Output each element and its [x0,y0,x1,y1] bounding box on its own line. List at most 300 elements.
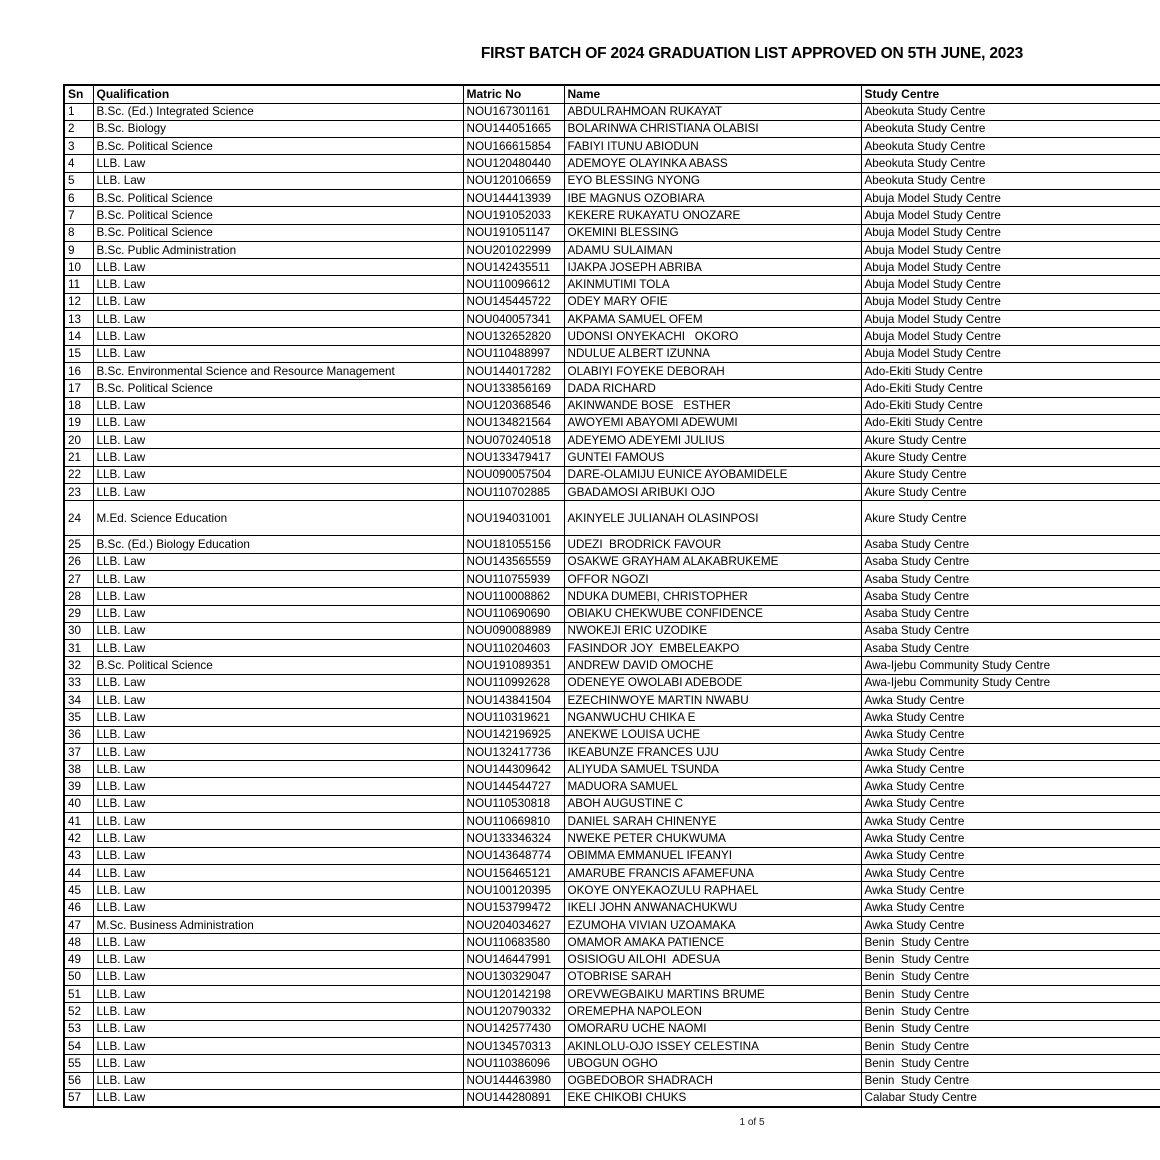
matric-no-cell: NOU110386096 [463,1055,564,1072]
name-cell: OMORARU UCHE NAOMI [564,1020,861,1037]
study-centre-cell: Benin Study Centre [861,951,1160,968]
study-centre-cell: Abuja Model Study Centre [861,293,1160,310]
study-centre-cell: Abuja Model Study Centre [861,189,1160,206]
study-centre-cell: Calabar Study Centre [861,1089,1160,1106]
table-row [64,311,1160,328]
sn-cell: 47 [64,916,93,933]
sn-cell: 3 [64,138,93,155]
matric-no-cell: NOU143648774 [463,847,564,864]
sn-cell: 43 [64,847,93,864]
name-cell: UDONSI ONYEKACHI OKORO [564,328,861,345]
name-cell: ABOH AUGUSTINE C [564,795,861,812]
matric-no-cell: NOU145445722 [463,293,564,310]
table-row [64,743,1160,760]
study-centre-cell: Awa-Ijebu Community Study Centre [861,657,1160,674]
study-centre-cell: Awka Study Centre [861,761,1160,778]
name-cell: AKINLOLU-OJO ISSEY CELESTINA [564,1037,861,1054]
table-row [64,951,1160,968]
matric-no-cell: NOU144463980 [463,1072,564,1089]
table-row [64,761,1160,778]
study-centre-cell: Akure Study Centre [861,449,1160,466]
study-centre-cell: Awa-Ijebu Community Study Centre [861,674,1160,691]
table-row [64,1072,1160,1089]
matric-no-cell: NOU110702885 [463,484,564,501]
matric-no-cell: NOU120142198 [463,986,564,1003]
sn-cell: 24 [64,501,93,536]
name-cell: ODEY MARY OFIE [564,293,861,310]
matric-no-cell: NOU110690690 [463,605,564,622]
table-row [64,397,1160,414]
name-cell: NGANWUCHU CHIKA E [564,709,861,726]
name-cell: UDEZI BRODRICK FAVOUR [564,536,861,553]
study-centre-cell: Abuja Model Study Centre [861,345,1160,362]
sn-cell: 53 [64,1020,93,1037]
name-cell: GUNTEI FAMOUS [564,449,861,466]
qualification-cell: LLB. Law [93,726,463,743]
sn-cell: 15 [64,345,93,362]
sn-cell: 36 [64,726,93,743]
table-row [64,726,1160,743]
study-centre-cell: Asaba Study Centre [861,588,1160,605]
name-cell: EZUMOHA VIVIAN UZOAMAKA [564,916,861,933]
table-row [64,553,1160,570]
study-centre-cell: Awka Study Centre [861,847,1160,864]
sn-cell: 54 [64,1037,93,1054]
matric-no-cell: NOU201022999 [463,241,564,258]
matric-no-cell: NOU133479417 [463,449,564,466]
qualification-cell: LLB. Law [93,951,463,968]
table-row [64,847,1160,864]
table-row [64,432,1160,449]
matric-no-cell: NOU130329047 [463,968,564,985]
table-row [64,1089,1160,1106]
study-centre-cell: Ado-Ekiti Study Centre [861,397,1160,414]
sn-cell: 45 [64,882,93,899]
matric-no-cell: NOU120106659 [463,172,564,189]
qualification-cell: LLB. Law [93,622,463,639]
qualification-cell: B.Sc. Political Science [93,189,463,206]
table-row [64,155,1160,172]
qualification-cell: M.Ed. Science Education [93,501,463,536]
study-centre-cell: Abuja Model Study Centre [861,241,1160,258]
name-cell: OTOBRISE SARAH [564,968,861,985]
matric-no-cell: NOU194031001 [463,501,564,536]
page-title: FIRST BATCH OF 2024 GRADUATION LIST APPROVED ON 5TH JUNE, 2023 [480,45,1024,62]
qualification-cell: B.Sc. (Ed.) Biology Education [93,536,463,553]
qualification-cell: B.Sc. Political Science [93,207,463,224]
matric-no-cell: NOU191051147 [463,224,564,241]
matric-no-cell: NOU153799472 [463,899,564,916]
name-cell: OSISIOGU AILOHI ADESUA [564,951,861,968]
name-cell: EYO BLESSING NYONG [564,172,861,189]
name-cell: OREVWEGBAIKU MARTINS BRUME [564,986,861,1003]
table-row [64,536,1160,553]
table-row [64,449,1160,466]
matric-no-cell: NOU167301161 [463,103,564,120]
matric-no-cell: NOU110096612 [463,276,564,293]
name-cell: NDUKA DUMEBI, CHRISTOPHER [564,588,861,605]
table-row [64,414,1160,431]
study-centre-cell: Abeokuta Study Centre [861,172,1160,189]
table-row [64,172,1160,189]
name-cell: NWEKE PETER CHUKWUMA [564,830,861,847]
name-cell: EKE CHIKOBI CHUKS [564,1089,861,1106]
matric-no-cell: NOU142196925 [463,726,564,743]
qualification-cell: LLB. Law [93,847,463,864]
table-row [64,813,1160,830]
sn-cell: 14 [64,328,93,345]
qualification-cell: LLB. Law [93,484,463,501]
study-centre-cell: Abuja Model Study Centre [861,328,1160,345]
sn-cell: 1 [64,103,93,120]
qualification-cell: LLB. Law [93,414,463,431]
study-centre-cell: Benin Study Centre [861,1020,1160,1037]
table-row [64,709,1160,726]
sn-cell: 31 [64,640,93,657]
table-row [64,588,1160,605]
matric-no-cell: NOU110530818 [463,795,564,812]
study-centre-cell: Asaba Study Centre [861,640,1160,657]
study-centre-cell: Abuja Model Study Centre [861,311,1160,328]
table-row [64,241,1160,258]
table-row [64,103,1160,120]
qualification-cell: LLB. Law [93,692,463,709]
name-cell: OBIMMA EMMANUEL IFEANYI [564,847,861,864]
table-row [64,224,1160,241]
name-cell: OLABIYI FOYEKE DEBORAH [564,362,861,379]
sn-cell: 50 [64,968,93,985]
table-row [64,795,1160,812]
matric-no-cell: NOU144309642 [463,761,564,778]
name-cell: AKINWANDE BOSE ESTHER [564,397,861,414]
table-row [64,986,1160,1003]
name-cell: UBOGUN OGHO [564,1055,861,1072]
sn-cell: 55 [64,1055,93,1072]
table-row [64,916,1160,933]
name-cell: FABIYI ITUNU ABIODUN [564,138,861,155]
matric-no-cell: NOU100120395 [463,882,564,899]
qualification-cell: LLB. Law [93,259,463,276]
study-centre-cell: Akure Study Centre [861,484,1160,501]
name-cell: NWOKEJI ERIC UZODIKE [564,622,861,639]
matric-no-cell: NOU110008862 [463,588,564,605]
sn-cell: 44 [64,864,93,881]
sn-cell: 6 [64,189,93,206]
sn-cell: 34 [64,692,93,709]
matric-no-cell: NOU181055156 [463,536,564,553]
qualification-cell: LLB. Law [93,813,463,830]
matric-no-cell: NOU120368546 [463,397,564,414]
matric-no-cell: NOU144280891 [463,1089,564,1106]
sn-cell: 13 [64,311,93,328]
study-centre-cell: Awka Study Centre [861,743,1160,760]
column-header-name-cell: Name [564,85,861,103]
table-row [64,864,1160,881]
study-centre-cell: Awka Study Centre [861,692,1160,709]
qualification-cell: M.Sc. Business Administration [93,916,463,933]
qualification-cell: LLB. Law [93,882,463,899]
qualification-cell: LLB. Law [93,293,463,310]
name-cell: ODENEYE OWOLABI ADEBODE [564,674,861,691]
matric-no-cell: NOU166615854 [463,138,564,155]
qualification-cell: LLB. Law [93,1089,463,1106]
table-row [64,207,1160,224]
table-row [64,501,1160,536]
qualification-cell: LLB. Law [93,709,463,726]
matric-no-cell: NOU040057341 [463,311,564,328]
column-header-qualification-cell: Qualification [93,85,463,103]
name-cell: NDULUE ALBERT IZUNNA [564,345,861,362]
sn-cell: 25 [64,536,93,553]
matric-no-cell: NOU110683580 [463,934,564,951]
sn-cell: 17 [64,380,93,397]
study-centre-cell: Asaba Study Centre [861,536,1160,553]
matric-no-cell: NOU191052033 [463,207,564,224]
qualification-cell: B.Sc. Environmental Science and Resource Management [93,362,463,379]
name-cell: IKEABUNZE FRANCES UJU [564,743,861,760]
qualification-cell: LLB. Law [93,276,463,293]
table-row [64,605,1160,622]
matric-no-cell: NOU110992628 [463,674,564,691]
study-centre-cell: Asaba Study Centre [861,553,1160,570]
qualification-cell: LLB. Law [93,1003,463,1020]
matric-no-cell: NOU110204603 [463,640,564,657]
study-centre-cell: Abeokuta Study Centre [861,138,1160,155]
qualification-cell: LLB. Law [93,328,463,345]
matric-no-cell: NOU134570313 [463,1037,564,1054]
sn-cell: 18 [64,397,93,414]
qualification-cell: LLB. Law [93,934,463,951]
column-header-sn-cell: Sn [64,85,93,103]
table-row [64,968,1160,985]
study-centre-cell: Benin Study Centre [861,1037,1160,1054]
study-centre-cell: Asaba Study Centre [861,622,1160,639]
name-cell: AWOYEMI ABAYOMI ADEWUMI [564,414,861,431]
qualification-cell: LLB. Law [93,986,463,1003]
sn-cell: 27 [64,570,93,587]
name-cell: IJAKPA JOSEPH ABRIBA [564,259,861,276]
sn-cell: 23 [64,484,93,501]
study-centre-cell: Awka Study Centre [861,778,1160,795]
table-row [64,259,1160,276]
name-cell: MADUORA SAMUEL [564,778,861,795]
sn-cell: 33 [64,674,93,691]
name-cell: ADAMU SULAIMAN [564,241,861,258]
table-row [64,1055,1160,1072]
sn-cell: 21 [64,449,93,466]
name-cell: AKPAMA SAMUEL OFEM [564,311,861,328]
table-row [64,345,1160,362]
sn-cell: 22 [64,466,93,483]
matric-no-cell: NOU133346324 [463,830,564,847]
table-row [64,830,1160,847]
table-row [64,276,1160,293]
qualification-cell: LLB. Law [93,830,463,847]
sn-cell: 57 [64,1089,93,1106]
table-header-row [64,85,1160,103]
table-header-row [64,85,1160,103]
table-row [64,570,1160,587]
table-row [64,1020,1160,1037]
sn-cell: 26 [64,553,93,570]
sn-cell: 32 [64,657,93,674]
name-cell: ADEMOYE OLAYINKA ABASS [564,155,861,172]
name-cell: ALIYUDA SAMUEL TSUNDA [564,761,861,778]
sn-cell: 49 [64,951,93,968]
matric-no-cell: NOU090088989 [463,622,564,639]
matric-no-cell: NOU144544727 [463,778,564,795]
name-cell: EZECHINWOYE MARTIN NWABU [564,692,861,709]
study-centre-cell: Abuja Model Study Centre [861,224,1160,241]
qualification-cell: LLB. Law [93,397,463,414]
matric-no-cell: NOU132652820 [463,328,564,345]
qualification-cell: LLB. Law [93,899,463,916]
sn-cell: 7 [64,207,93,224]
matric-no-cell: NOU134821564 [463,414,564,431]
qualification-cell: B.Sc. (Ed.) Integrated Science [93,103,463,120]
qualification-cell: LLB. Law [93,155,463,172]
matric-no-cell: NOU070240518 [463,432,564,449]
study-centre-cell: Asaba Study Centre [861,570,1160,587]
sn-cell: 11 [64,276,93,293]
sn-cell: 19 [64,414,93,431]
name-cell: DARE-OLAMIJU EUNICE AYOBAMIDELE [564,466,861,483]
table-row [64,1003,1160,1020]
name-cell: OKEMINI BLESSING [564,224,861,241]
name-cell: IKELI JOHN ANWANACHUKWU [564,899,861,916]
study-centre-cell: Awka Study Centre [861,709,1160,726]
table-row [64,674,1160,691]
matric-no-cell: NOU191089351 [463,657,564,674]
matric-no-cell: NOU142435511 [463,259,564,276]
name-cell: AKINYELE JULIANAH OLASINPOSI [564,501,861,536]
name-cell: BOLARINWA CHRISTIANA OLABISI [564,120,861,137]
qualification-cell: LLB. Law [93,449,463,466]
qualification-cell: LLB. Law [93,172,463,189]
study-centre-cell: Abuja Model Study Centre [861,276,1160,293]
qualification-cell: B.Sc. Political Science [93,657,463,674]
qualification-cell: LLB. Law [93,778,463,795]
matric-no-cell: NOU144413939 [463,189,564,206]
sn-cell: 16 [64,362,93,379]
qualification-cell: LLB. Law [93,640,463,657]
qualification-cell: LLB. Law [93,1072,463,1089]
study-centre-cell: Awka Study Centre [861,916,1160,933]
matric-no-cell: NOU143565559 [463,553,564,570]
sn-cell: 40 [64,795,93,812]
study-centre-cell: Benin Study Centre [861,1003,1160,1020]
name-cell: OBIAKU CHEKWUBE CONFIDENCE [564,605,861,622]
name-cell: KEKERE RUKAYATU ONOZARE [564,207,861,224]
table-row [64,934,1160,951]
name-cell: ANDREW DAVID OMOCHE [564,657,861,674]
study-centre-cell: Abeokuta Study Centre [861,103,1160,120]
study-centre-cell: Awka Study Centre [861,899,1160,916]
table-row [64,778,1160,795]
matric-no-cell: NOU110488997 [463,345,564,362]
study-centre-cell: Abuja Model Study Centre [861,207,1160,224]
sn-cell: 39 [64,778,93,795]
sn-cell: 37 [64,743,93,760]
name-cell: ANEKWE LOUISA UCHE [564,726,861,743]
name-cell: OREMEPHA NAPOLEON [564,1003,861,1020]
table-row [64,189,1160,206]
study-centre-cell: Benin Study Centre [861,934,1160,951]
matric-no-cell: NOU144051665 [463,120,564,137]
table-row [64,657,1160,674]
qualification-cell: B.Sc. Political Science [93,380,463,397]
matric-no-cell: NOU143841504 [463,692,564,709]
matric-no-cell: NOU110319621 [463,709,564,726]
matric-no-cell: NOU144017282 [463,362,564,379]
name-cell: FASINDOR JOY EMBELEAKPO [564,640,861,657]
study-centre-cell: Asaba Study Centre [861,605,1160,622]
matric-no-cell: NOU090057504 [463,466,564,483]
table-row [64,120,1160,137]
table-row [64,293,1160,310]
matric-no-cell: NOU132417736 [463,743,564,760]
study-centre-cell: Akure Study Centre [861,501,1160,536]
name-cell: AMARUBE FRANCIS AFAMEFUNA [564,864,861,881]
table-row [64,380,1160,397]
qualification-cell: LLB. Law [93,795,463,812]
study-centre-cell: Akure Study Centre [861,432,1160,449]
qualification-cell: LLB. Law [93,311,463,328]
matric-no-cell: NOU110755939 [463,570,564,587]
study-centre-cell: Akure Study Centre [861,466,1160,483]
table-row [64,362,1160,379]
table-row [64,692,1160,709]
qualification-cell: LLB. Law [93,1020,463,1037]
study-centre-cell: Benin Study Centre [861,1072,1160,1089]
sn-cell: 20 [64,432,93,449]
table-row [64,1037,1160,1054]
sn-cell: 35 [64,709,93,726]
name-cell: OMAMOR AMAKA PATIENCE [564,934,861,951]
study-centre-cell: Ado-Ekiti Study Centre [861,414,1160,431]
name-cell: DADA RICHARD [564,380,861,397]
qualification-cell: B.Sc. Political Science [93,224,463,241]
study-centre-cell: Awka Study Centre [861,882,1160,899]
study-centre-cell: Benin Study Centre [861,968,1160,985]
name-cell: OKOYE ONYEKAOZULU RAPHAEL [564,882,861,899]
sn-cell: 30 [64,622,93,639]
sn-cell: 28 [64,588,93,605]
study-centre-cell: Abeokuta Study Centre [861,120,1160,137]
sn-cell: 56 [64,1072,93,1089]
qualification-cell: LLB. Law [93,674,463,691]
table-row [64,882,1160,899]
study-centre-cell: Awka Study Centre [861,813,1160,830]
sn-cell: 4 [64,155,93,172]
matric-no-cell: NOU110669810 [463,813,564,830]
name-cell: DANIEL SARAH CHINENYE [564,813,861,830]
column-header-matric-no-cell: Matric No [463,85,564,103]
qualification-cell: B.Sc. Biology [93,120,463,137]
qualification-cell: LLB. Law [93,761,463,778]
qualification-cell: LLB. Law [93,1055,463,1072]
name-cell: OFFOR NGOZI [564,570,861,587]
sn-cell: 52 [64,1003,93,1020]
name-cell: ABDULRAHMOAN RUKAYAT [564,103,861,120]
study-centre-cell: Abuja Model Study Centre [861,259,1160,276]
table-row [64,138,1160,155]
name-cell: GBADAMOSI ARIBUKI OJO [564,484,861,501]
matric-no-cell: NOU120480440 [463,155,564,172]
study-centre-cell: Ado-Ekiti Study Centre [861,380,1160,397]
study-centre-cell: Awka Study Centre [861,864,1160,881]
sn-cell: 46 [64,899,93,916]
